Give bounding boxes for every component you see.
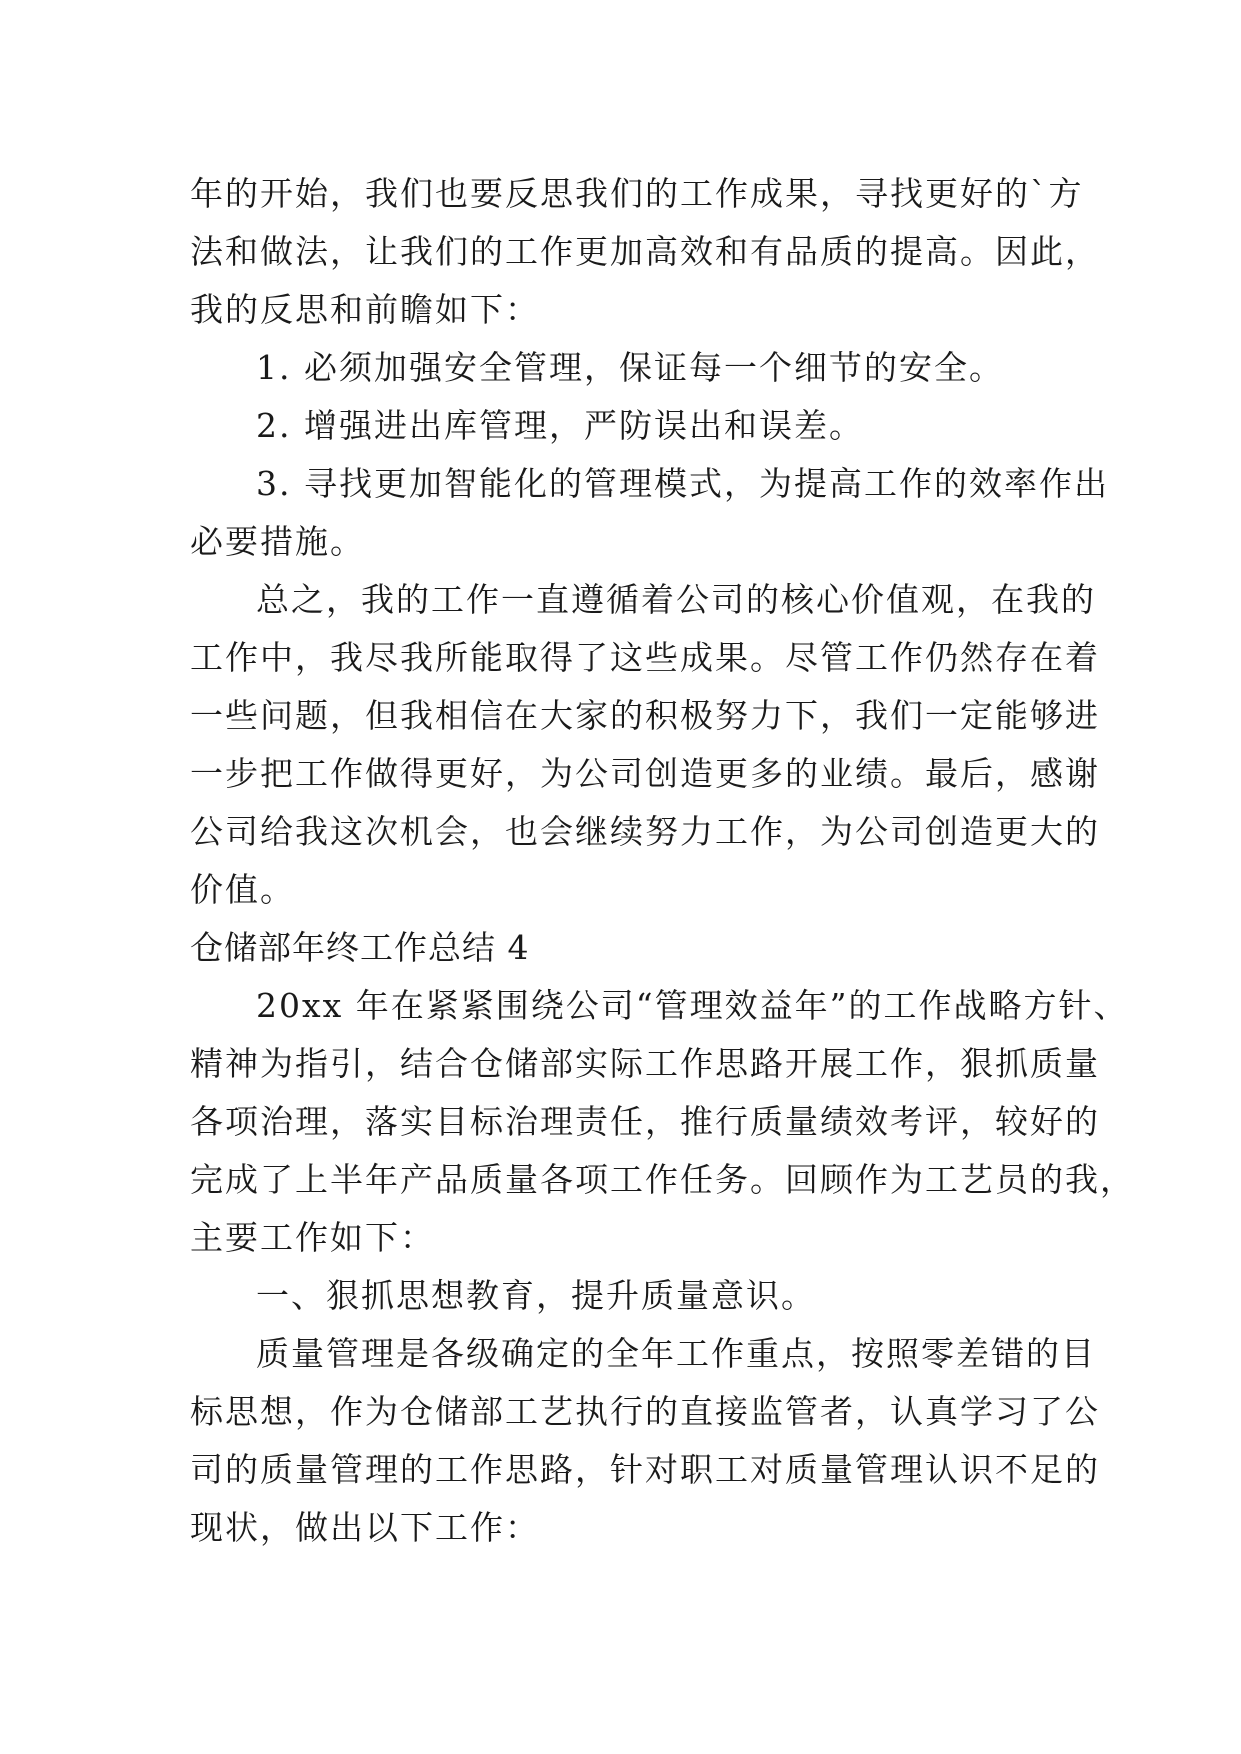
text-line: 法和做法，让我们的工作更加高效和有品质的提高。因此， xyxy=(190,232,1100,271)
list-item: 3. 寻找更加智能化的管理模式，为提高工作的效率作出 xyxy=(256,464,1109,503)
text-line: 年的开始，我们也要反思我们的工作成果，寻找更好的`方 xyxy=(190,174,1084,213)
text-line: 现状，做出以下工作： xyxy=(190,1508,540,1547)
text-line: 公司给我这次机会，也会继续努力工作，为公司创造更大的 xyxy=(190,812,1100,851)
paragraph-start: 总之，我的工作一直遵循着公司的核心价值观，在我的 xyxy=(256,580,1096,619)
paragraph-start: 20xx 年在紧紧围绕公司“管理效益年”的工作战略方针、 xyxy=(256,986,1129,1025)
text-line: 精神为指引，结合仓储部实际工作思路开展工作，狠抓质量 xyxy=(190,1044,1100,1083)
subsection-heading: 一、狠抓思想教育，提升质量意识。 xyxy=(256,1276,816,1315)
text-line: 一步把工作做得更好，为公司创造更多的业绩。最后，感谢 xyxy=(190,754,1100,793)
text-line: 各项治理，落实目标治理责任，推行质量绩效考评，较好的 xyxy=(190,1102,1100,1141)
list-item: 1. 必须加强安全管理，保证每一个细节的安全。 xyxy=(256,348,1004,387)
section-heading: 仓储部年终工作总结 4 xyxy=(190,928,530,967)
text-line: 司的质量管理的工作思路，针对职工对质量管理认识不足的 xyxy=(190,1450,1100,1489)
document-body xyxy=(190,165,1135,1557)
paragraph-start: 质量管理是各级确定的全年工作重点，按照零差错的目 xyxy=(256,1334,1096,1373)
text-line: 一些问题，但我相信在大家的积极努力下，我们一定能够进 xyxy=(190,696,1100,735)
text-line: 必要措施。 xyxy=(190,522,365,561)
list-item: 2. 增强进出库管理，严防误出和误差。 xyxy=(256,406,864,445)
text-line: 我的反思和前瞻如下： xyxy=(190,290,540,329)
text-line: 价值。 xyxy=(190,870,295,909)
text-line: 主要工作如下： xyxy=(190,1218,435,1257)
text-line: 完成了上半年产品质量各项工作任务。回顾作为工艺员的我， xyxy=(190,1160,1135,1199)
text-line: 工作中，我尽我所能取得了这些成果。尽管工作仍然存在着 xyxy=(190,638,1100,677)
text-line: 标思想，作为仓储部工艺执行的直接监管者，认真学习了公 xyxy=(190,1392,1100,1431)
